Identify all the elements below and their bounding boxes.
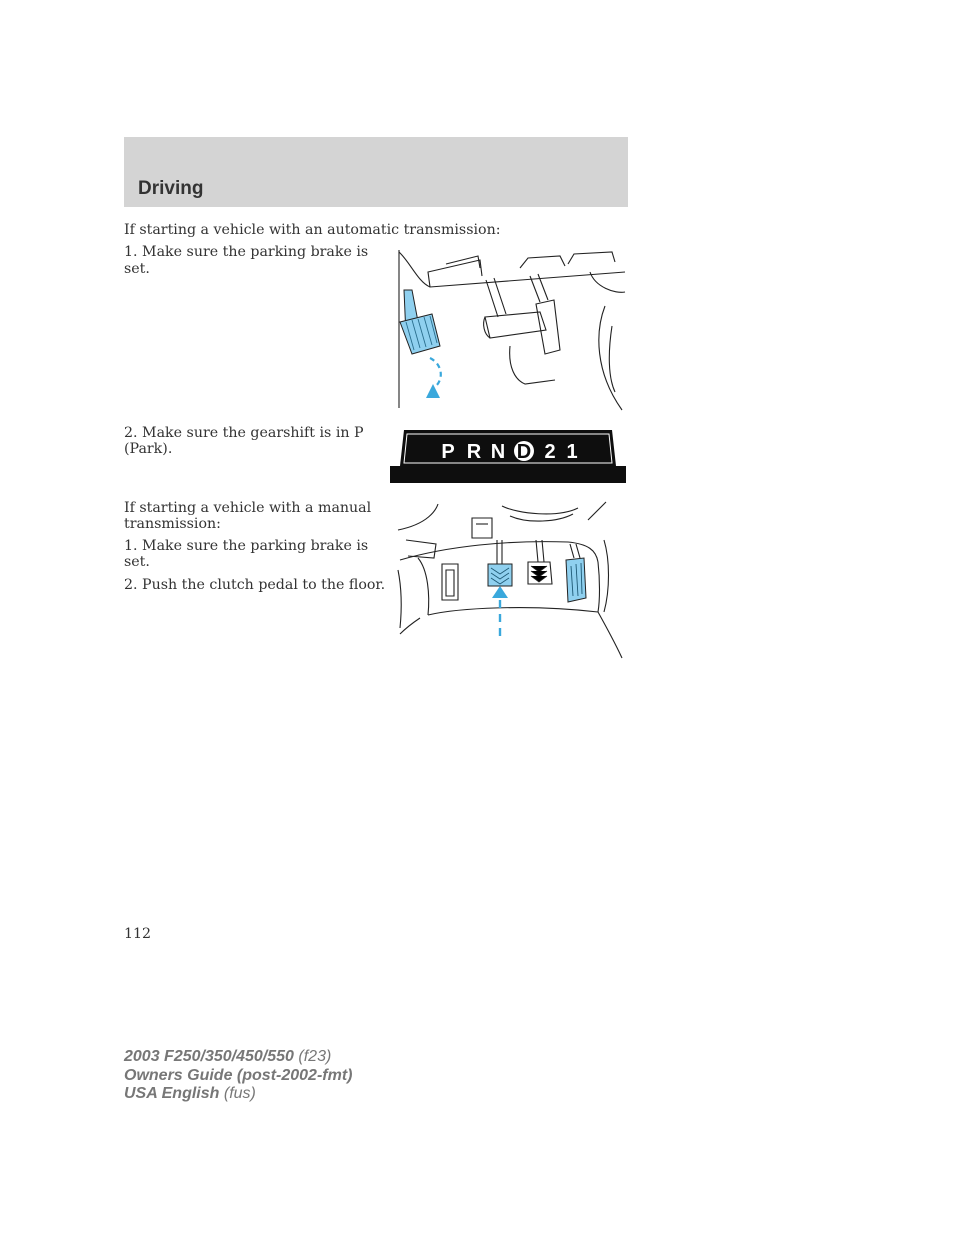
manual-intro-line2: transmission: [124,516,221,532]
footer-guide: Owners Guide (post-2002-fmt) [124,1066,353,1084]
gear-position-n: N [490,441,506,463]
footer-language-line [124,1085,352,1104]
gear-position-1: 1 [566,441,578,463]
auto-step1-line2: set. [124,261,150,277]
footer-guide-line [124,1067,352,1086]
manual-step1-line1: 1. Make sure the parking brake is [124,538,369,554]
gear-position-r: R [466,441,482,463]
gear-position-d: D [516,441,532,463]
footer-language-code: (fus) [223,1085,256,1102]
manual-intro-line1: If starting a vehicle with a manual [124,500,372,516]
footer-model-line [124,1048,352,1067]
manual-step2: 2. Push the clutch pedal to the floor. [124,577,386,593]
gear-position-p: P [441,441,455,463]
clutch-pedal-illustration [388,500,628,662]
gear-indicator-illustration [390,428,626,484]
manual-step1-line2: set. [124,554,150,570]
page-number: 112 [124,926,152,942]
auto-step2-line2: (Park). [124,441,173,457]
auto-step2-line1: 2. Make sure the gearshift is in P [124,425,364,441]
auto-step1-line1: 1. Make sure the parking brake is [124,244,369,260]
footer-model-code: (f23) [298,1048,332,1065]
auto-intro: If starting a vehicle with an automatic transmission: [124,222,501,238]
footer-language: USA English [124,1085,220,1102]
gear-position-2: 2 [544,441,556,463]
document-footer [124,1048,352,1104]
section-title: Driving [138,178,204,199]
parking-brake-illustration [390,242,630,412]
footer-model: 2003 F250/350/450/550 [124,1048,294,1065]
